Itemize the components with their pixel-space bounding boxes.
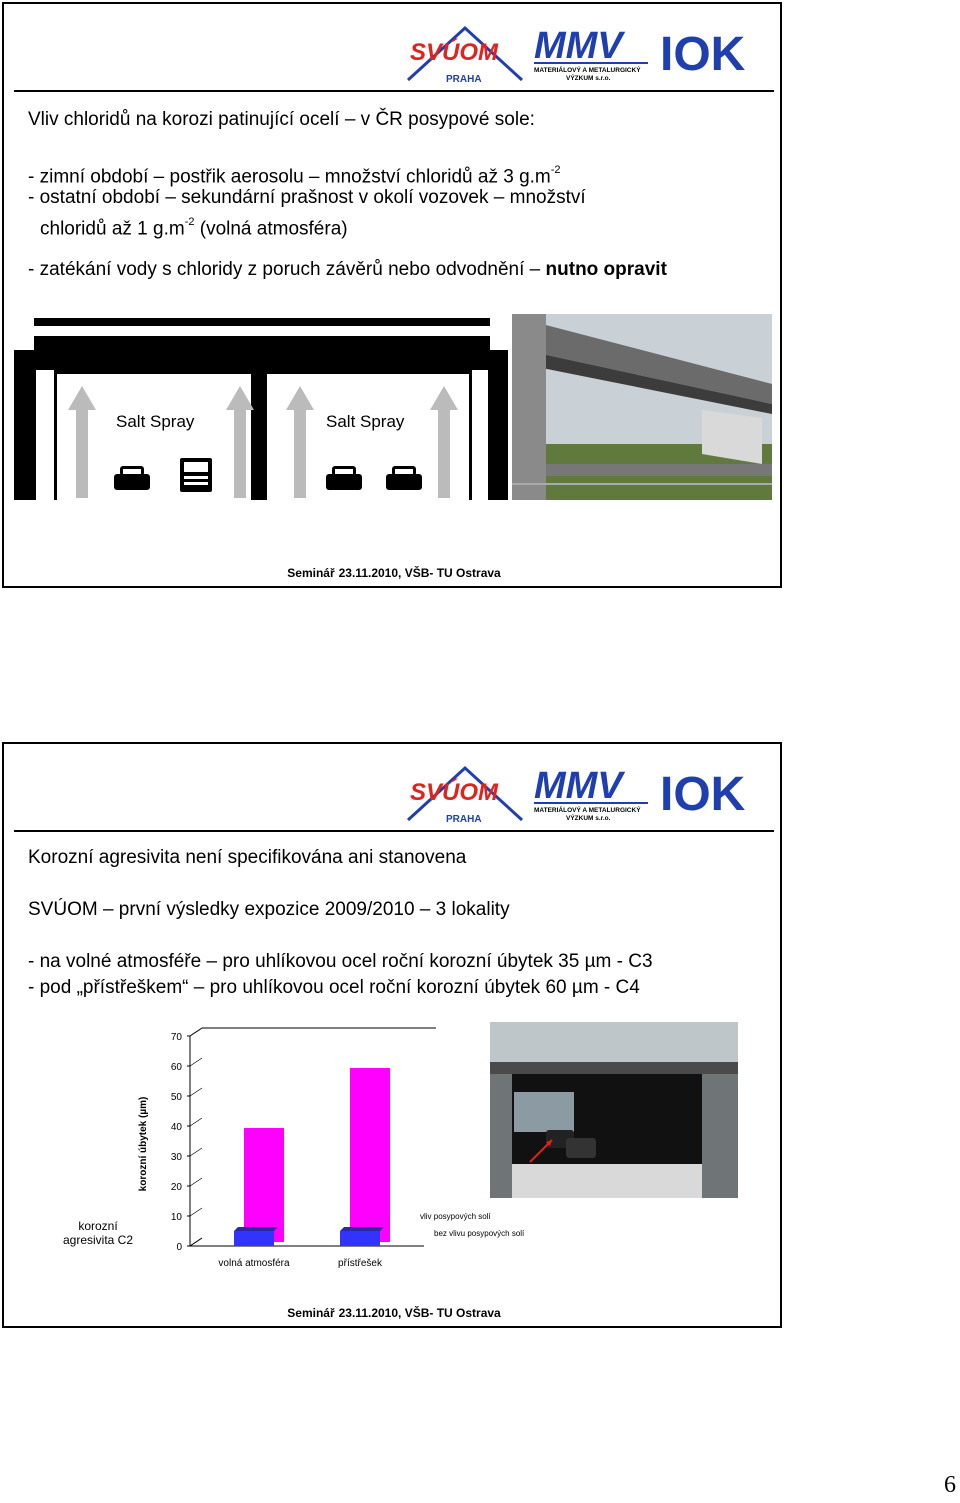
bridge-photo bbox=[512, 314, 772, 500]
mmv-text: MMV bbox=[534, 25, 623, 67]
y-tick-depth bbox=[190, 1118, 202, 1126]
slide2-line-1: Korozní agresivita není specifikována ani stanovena bbox=[28, 847, 467, 868]
y-tick-depth bbox=[190, 1238, 202, 1246]
slide2-footer: Seminář 23.11.2010, VŠB- TU Ostrava bbox=[287, 1306, 501, 1320]
mmv-logo bbox=[532, 762, 650, 822]
chart-axes bbox=[187, 1028, 436, 1246]
side-label-line-2: agresivita C2 bbox=[62, 1233, 134, 1247]
chart-labels bbox=[63, 1032, 525, 1269]
y-tick-label: 30 bbox=[170, 1152, 182, 1163]
header-logos bbox=[400, 14, 770, 86]
bar-0-vliv bbox=[244, 1128, 284, 1242]
mmv-sub1: MATERIÁLOVÝ A METALURGICKÝ bbox=[534, 807, 641, 814]
slide1-bullet-2a: - ostatní období – sekundární prašnost v okolí vozovek – množství bbox=[28, 187, 586, 208]
slide2-line-3: - na volné atmosféře – pro uhlíkovou ocel roční korozní úbytek 35 µm - C3 bbox=[28, 951, 653, 972]
category-label: přístřešek bbox=[338, 1258, 382, 1269]
svuom-text: SVÚOM bbox=[410, 779, 499, 806]
y-tick-depth bbox=[190, 1088, 202, 1096]
bar-0-bez bbox=[234, 1231, 274, 1246]
praha-text: PRAHA bbox=[446, 814, 482, 825]
iok-text: IOK bbox=[660, 28, 746, 76]
praha-text: PRAHA bbox=[446, 74, 482, 85]
y-tick-label: 40 bbox=[170, 1122, 182, 1133]
side-label-line-1: korozní bbox=[78, 1219, 118, 1233]
category-label: volná atmosféra bbox=[218, 1258, 290, 1269]
svuom-logo bbox=[400, 754, 530, 826]
y-tick-depth bbox=[190, 1028, 202, 1036]
corrosion-chart bbox=[4, 1014, 564, 1274]
slide-1 bbox=[2, 2, 782, 588]
series-label-vliv: vliv posypových solí bbox=[420, 1212, 491, 1221]
slide1-footer: Seminář 23.11.2010, VŠB- TU Ostrava bbox=[287, 566, 501, 580]
y-tick-depth bbox=[190, 1208, 202, 1216]
truck-icon bbox=[180, 458, 212, 492]
slide2-line-2: SVÚOM – první výsledky expozice 2009/2010 – 3 lokality bbox=[28, 899, 510, 920]
y-tick-label: 10 bbox=[170, 1212, 182, 1223]
y-tick-label: 0 bbox=[176, 1242, 182, 1253]
y-tick-label: 60 bbox=[170, 1062, 182, 1073]
series-label-bez: bez vlivu posypových solí bbox=[434, 1229, 525, 1238]
salt-spray-diagram bbox=[14, 314, 508, 500]
y-tick-label: 50 bbox=[170, 1092, 182, 1103]
mmv-logo bbox=[532, 22, 650, 82]
svuom-logo bbox=[400, 14, 530, 86]
slide1-bullet-3: - zatékání vody s chloridy z poruch závěrů nebo odvodnění – nutno opravit bbox=[28, 259, 667, 280]
salt-spray-label-left: Salt Spray bbox=[116, 412, 195, 431]
bar-1-bez-top bbox=[340, 1227, 384, 1231]
slide2-line-4: - pod „přístřeškem“ – pro uhlíkovou ocel roční korozní úbytek 60 µm - C4 bbox=[28, 977, 640, 998]
mmv-sub2: VÝZKUM s.r.o. bbox=[566, 75, 611, 82]
iok-logo bbox=[658, 766, 766, 816]
header-logos bbox=[400, 754, 770, 826]
y-tick-depth bbox=[190, 1058, 202, 1066]
slide1-bullet-2b: chloridů až 1 $g.m^{-2}$ (volná atmosféra) bbox=[40, 216, 348, 240]
salt-spray-label-right: Salt Spray bbox=[326, 412, 405, 431]
iok-text: IOK bbox=[660, 768, 746, 816]
mmv-sub2: VÝZKUM s.r.o. bbox=[566, 815, 611, 822]
y-axis-label: korozní úbytek (µm) bbox=[138, 1096, 149, 1192]
y-tick-depth bbox=[190, 1178, 202, 1186]
header-divider bbox=[14, 90, 774, 92]
bar-1-bez bbox=[340, 1231, 380, 1246]
iok-logo bbox=[658, 26, 766, 76]
mmv-text: MMV bbox=[534, 765, 623, 807]
slide-2 bbox=[2, 742, 782, 1328]
slide1-title: Vliv chloridů na korozi patinující ocelí – v ČR posypové sole: bbox=[28, 109, 535, 130]
y-tick-label: 70 bbox=[170, 1032, 182, 1043]
slide1-bullet-1: - zimní období – postřik aerosolu – množství chloridů až 3 $g.m^{-2}$ bbox=[28, 164, 561, 188]
svuom-text: SVÚOM bbox=[410, 39, 499, 66]
y-tick-depth bbox=[190, 1148, 202, 1156]
tunnel-photo bbox=[490, 1022, 738, 1198]
header-divider bbox=[14, 830, 774, 832]
bar-0-bez-top bbox=[234, 1227, 278, 1231]
chart-bars bbox=[234, 1068, 390, 1246]
bar-1-vliv bbox=[350, 1068, 390, 1242]
y-tick-label: 20 bbox=[170, 1182, 182, 1193]
mmv-sub1: MATERIÁLOVÝ A METALURGICKÝ bbox=[534, 67, 641, 74]
page-number: 6 bbox=[944, 1472, 956, 1498]
